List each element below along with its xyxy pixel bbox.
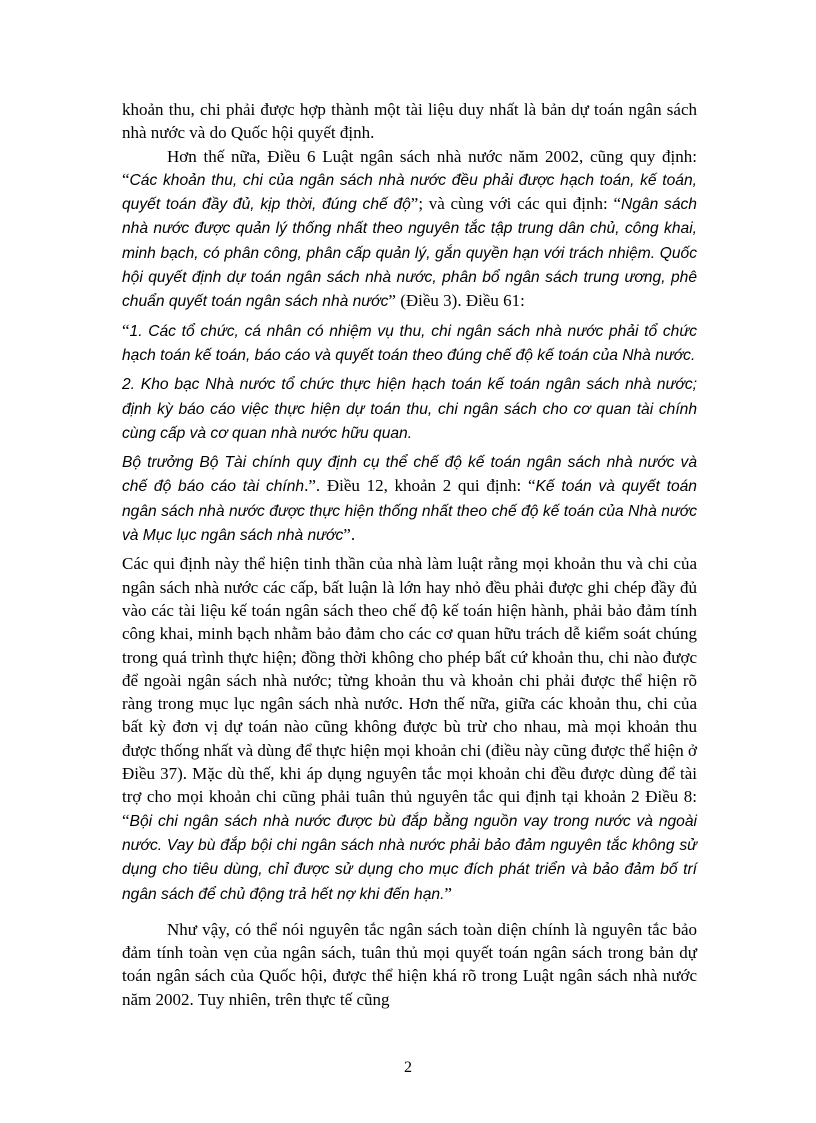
paragraph-2-text-a: Hơn thế nữa, Điều 6 Luật ngân sách nhà nước năm 2002, cũng quy định: “ [122, 146, 697, 189]
quote-item-3-text: Bộ trưởng Bộ Tài chính quy định cụ thể chế độ kế toán ngân sách nhà nước và chế độ báo cáo tài chính [122, 454, 697, 496]
paragraph-4: Như vậy, có thể nói nguyên tắc ngân sách toàn diện chính là nguyên tắc bảo đảm tính toàn vẹn của ngân sách, tuân thủ mọi quyết toán ngân sách trong bản dự toán ngân sách của Quốc hội, được thể hiện khá rõ trong Luật ngân sách nhà nước năm 2002. Tuy nhiên, trên thực tế cũng [122, 919, 697, 1009]
page-number: 2 [404, 1059, 412, 1076]
paragraph-3-quote: Bội chi ngân sách nhà nước được bù đắp bằng nguồn vay trong nước và ngoài nước. Vay bù đắp bội chi ngân sách nhà nước phải bảo đảm nguyên tắc không sử dụng cho tiêu dùng, chỉ được sử dụng cho mục đích phát triển và bảo đảm bố trí ngân sách để chủ động trả hết nợ khi đến hạn. [122, 812, 697, 903]
paragraph-3-text: Các qui định này thể hiện tinh thần của nhà làm luật rằng mọi khoản thu và chi của ngân sách nhà nước các cấp, bất luận là lớn hay nhỏ đều phải được ghi chép đầy đủ vào các tài liệu kế toán ngân sách theo chế độ kế toán hiện hành, phải bảo đảm tính công khai, minh bạch nhằm bảo đảm cho các cơ quan hữu trách dễ kiểm soát chúng trong quá trình thực hiện; đồng thời không cho phép bất cứ khoản thu, chi nào được để ngoài ngân sách nhà nước; từng khoản thu và khoản chi phải được thể hiện rõ ràng trong mục lục ngân sách nhà nước. Hơn thế nữa, giữa các khoản thu, chi của bất kỳ đơn vị dự toán nào cũng không được bù trừ cho nhau, mà mọi khoản thu được thống nhất và dùng để thực hiện mọi khoản chi (điều này cũng được thể hiện ở Điều 37). Mặc dù thế, khi áp dụng nguyên tắc mọi khoản chi đều được dùng để tài trợ cho mọi khoản chi cũng phải tuân thủ nguyên tắc qui định tại khoản 2 Điều 8: “ [122, 554, 697, 830]
quote-item-1-text: 1. Các tổ chức, cá nhân có nhiệm vụ thu, chi ngân sách nhà nước phải tổ chức hạch toán kế toán, báo cáo và quyết toán theo đúng chế độ kế toán của Nhà nước. [122, 322, 697, 364]
paragraph-1: khoản thu, chi phải được hợp thành một tài liệu duy nhất là bản dự toán ngân sách nhà nước và do Quốc hội quyết định. [122, 100, 697, 143]
quote-item-3 [122, 450, 697, 547]
quote-open-mark: “ [122, 320, 130, 340]
quote-item-2-text: 2. Kho bạc Nhà nước tổ chức thực hiện hạch toán kế toán ngân sách nhà nước; định kỳ báo cáo việc thực hiện dự toán thu, chi ngân sách cho cơ quan tài chính cùng cấp và cơ quan nhà nước hữu quan. [122, 376, 697, 442]
paragraph-3 [122, 552, 697, 905]
quote-item-2 [122, 372, 697, 445]
paragraph-2-text-c: ”; và cùng với các qui định: “ [410, 194, 621, 214]
quote-item-3-article-12: Kế toán và quyết toán ngân sách nhà nước được thực hiện thống nhất theo chế độ kế toán của Nhà nước và Mục lục ngân sách nhà nước [122, 478, 697, 545]
paragraph-2 [122, 145, 697, 314]
quote-item-3-connector: .”. Điều 12, khoản 2 qui định: “ [304, 476, 536, 496]
paragraph-3-close: ” [444, 883, 452, 903]
paragraph-2-quote-1: Các khoản thu, chi của ngân sách nhà nước đều phải được hạch toán, kế toán, quyết toán đầy đủ, kịp thời, đúng chế độ [122, 171, 697, 214]
document-page [122, 98, 697, 1011]
paragraph-2-text-e: ” (Điều 3). Điều 61: [388, 291, 525, 311]
quote-item-1 [122, 319, 697, 368]
quote-item-3-close: ”. [343, 525, 356, 545]
paragraph-2-quote-2: Ngân sách nhà nước được quản lý thống nhất theo nguyên tắc tập trung dân chủ, công khai, minh bạch, có phân công, phân cấp quản lý, gắn quyền hạn với trách nhiệm. Quốc hội quyết định dự toán ngân sách nhà nước, phân bổ ngân sách trung ương, phê chuẩn quyết toán ngân sách nhà nước [122, 196, 697, 311]
